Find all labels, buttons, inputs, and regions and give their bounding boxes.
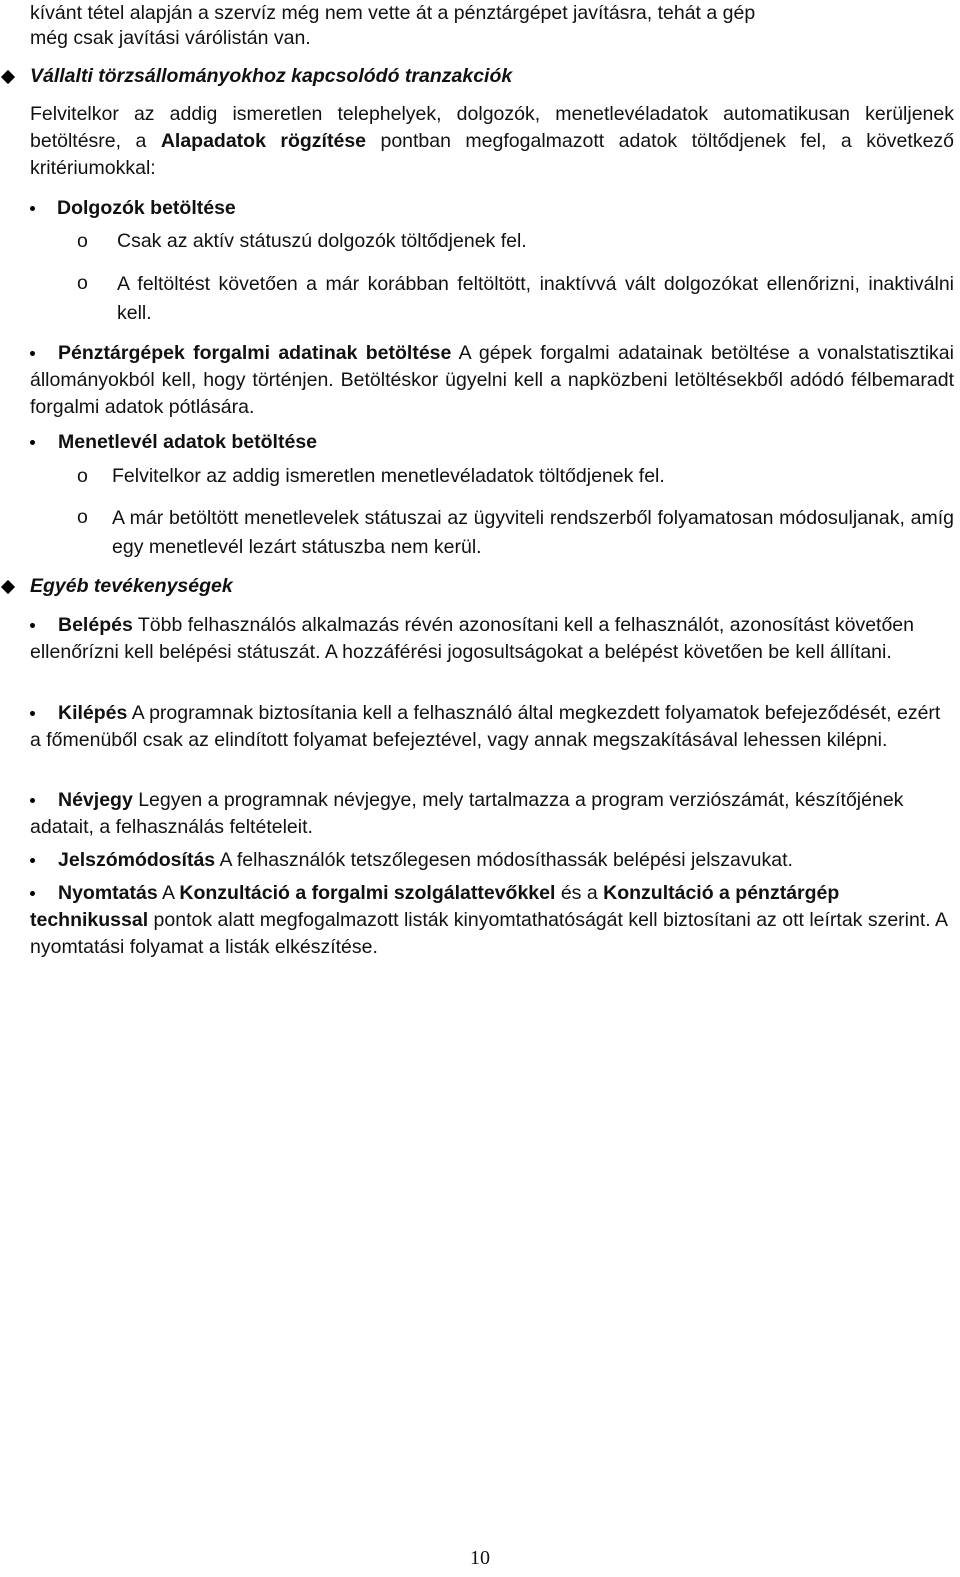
circle-bullet-icon: o — [77, 506, 88, 528]
bullet-dot-icon — [30, 711, 35, 716]
bullet-item-belepes: Belépés Több felhasználós alkalmazás révén azonosítani kell a felhasználót, azonosítást követően ellenőrízni kell belépési státuszát. A hozzáférési jogosultságokat a belépést követően be kell állítani. — [30, 614, 914, 663]
diamond-bullet-icon — [1, 70, 15, 84]
circle-bullet-icon: o — [77, 272, 88, 294]
bullet-dot-icon — [30, 351, 35, 356]
bullet-item-kilepes: Kilépés A programnak biztosítania kell a felhasználó által megkezdett folyamatok befejeződését, ezért a főmenüből csak az elindított folyamat befejeztével, vagy annak megszakításával lehessen kilépni. — [30, 702, 941, 751]
intro-line-1: kívánt tétel alapján a szervíz még nem vette át a pénztárgépet javításra, tehát a gép — [30, 2, 756, 24]
bullet-item-penztargepek: Pénztárgépek forgalmi adatinak betöltése A gépek forgalmi adatainak betöltése a vonalstatisztikai állományokból kell, hogy történjen. Betöltéskor ügyelni kell a napközbeni letöltésekből adódó félbemaradt forgalmi adatok pótlására. — [30, 342, 954, 418]
bullet-item-nevjegy: Névjegy Legyen a programnak névjegye, mely tartalmazza a program verziószámát, készítőjének adatait, a felhasználás feltételeit. — [30, 789, 904, 838]
circle-bullet-icon: o — [77, 230, 88, 252]
bullet-item-nyomtatas: Nyomtatás A Konzultáció a forgalmi szolgálattevőkkel és a Konzultáció a pénztárgép technikussal pontok alatt megfogalmazott listák kinyomtathatóságát kell biztosítani az ott leírtak szerint. A nyomtatási folyamat a listák elkészítése. — [30, 882, 947, 958]
intro-line-2: még csak javítási várólistán van. — [30, 27, 311, 49]
bullet-dot-icon — [30, 206, 35, 211]
section1-paragraph: Felvitelkor az addig ismeretlen telephelyek, dolgozók, menetlevéladatok automatikusan kerüljenek betöltésre, a Alapadatok rögzítése pontban megfogalmazott adatok töltődjenek fel, a következő kritériumokkal: — [30, 103, 955, 179]
bullet-dot-icon — [30, 858, 35, 863]
bullet-dot-icon — [30, 891, 35, 896]
page-number: 10 — [470, 1547, 490, 1569]
bullet-dot-icon — [30, 623, 35, 628]
circle-bullet-icon: o — [77, 465, 88, 487]
diamond-bullet-icon — [1, 580, 15, 594]
bullet-dot-icon — [30, 440, 35, 445]
section-heading-2: Egyéb tevékenységek — [30, 573, 954, 600]
bullet-dot-icon — [30, 798, 35, 803]
bullet-item-jelszomodositas: Jelszómódosítás A felhasználók tetszőlegesen módosíthassák belépési jelszavukat. — [30, 847, 954, 874]
section-heading-1: Vállalti törzsállományokhoz kapcsolódó tranzakciók — [30, 63, 954, 90]
